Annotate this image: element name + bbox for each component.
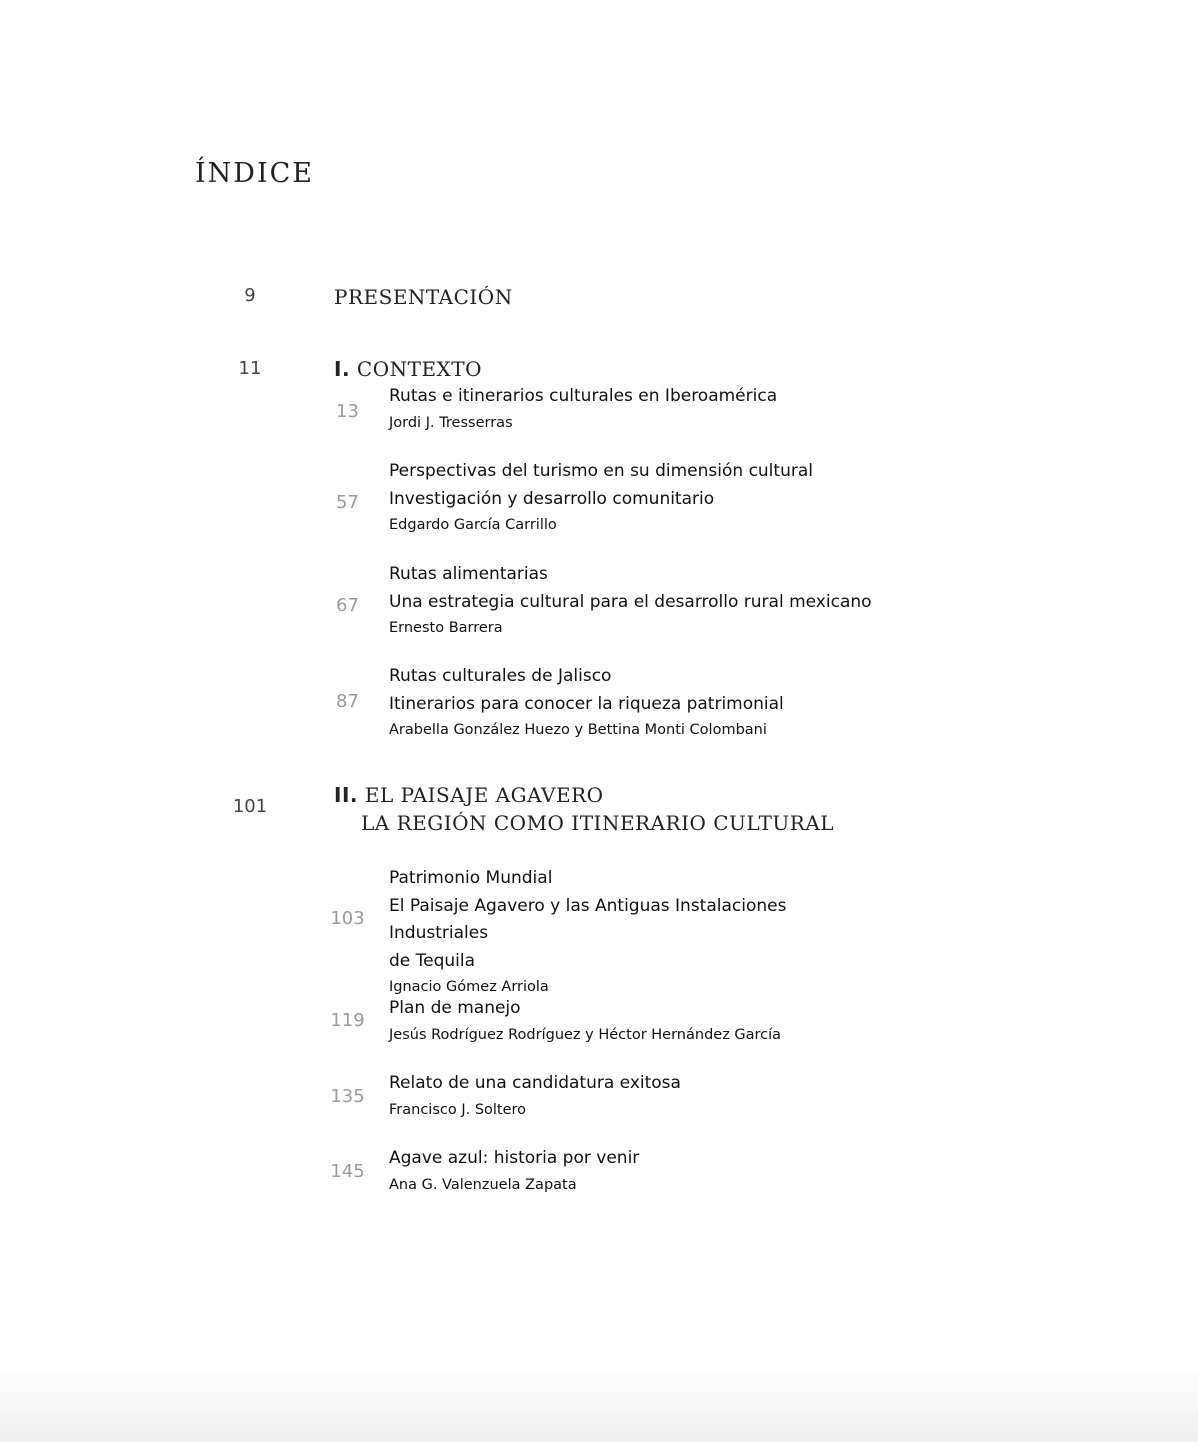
page-title: ÍNDICE xyxy=(195,158,314,189)
entry-author: Jordi J. Tresserras xyxy=(389,414,513,431)
entry-subtitle: El Paisaje Agavero y las Antiguas Instalaciones Industriales xyxy=(389,895,787,943)
section-number: I. xyxy=(334,357,351,381)
entry-author: Ana G. Valenzuela Zapata xyxy=(389,1176,577,1193)
entry-author: Ernesto Barrera xyxy=(389,620,503,636)
entry-author: Edgardo García Carrillo xyxy=(389,517,557,533)
section-title: PRESENTACIÓN xyxy=(334,285,513,309)
toc-entry[interactable] xyxy=(389,1145,889,1197)
section-heading-paisaje-agavero[interactable] xyxy=(334,781,834,837)
toc-entry[interactable] xyxy=(389,561,889,640)
entry-title: Rutas alimentarias xyxy=(389,564,548,584)
section-number: II. xyxy=(334,783,358,807)
entry-title: Patrimonio Mundial xyxy=(389,868,553,888)
section-page-number: 101 xyxy=(232,796,268,817)
entry-title: Relato de una candidatura exitosa xyxy=(389,1073,681,1093)
entry-title: Rutas e itinerarios culturales en Iberoamérica xyxy=(389,386,778,406)
entry-page-number: 57 xyxy=(336,492,359,513)
entry-subtitle: Investigación y desarrollo comunitario xyxy=(389,488,715,509)
entry-author: Jesús Rodríguez Rodríguez y Héctor Hernández García xyxy=(389,1026,782,1043)
section-title: CONTEXTO xyxy=(356,357,483,381)
entry-author: Ignacio Gómez Arriola xyxy=(389,979,549,995)
entry-page-number: 145 xyxy=(330,1161,365,1182)
entry-title: Rutas culturales de Jalisco xyxy=(389,666,612,686)
entry-subtitle: Una estrategia cultural para el desarrollo rural mexicano xyxy=(389,591,872,612)
toc-entry[interactable] xyxy=(389,865,889,999)
page-bottom-shadow xyxy=(0,1362,1198,1442)
toc-entry[interactable] xyxy=(389,995,889,1047)
section-page-number: 11 xyxy=(238,358,262,379)
entry-page-number: 67 xyxy=(336,595,359,616)
toc-entry[interactable] xyxy=(389,1070,889,1122)
section-heading-presentacion[interactable] xyxy=(334,283,513,311)
section-page-number: 9 xyxy=(244,285,256,306)
entry-page-number: 87 xyxy=(336,691,359,712)
entry-page-number: 135 xyxy=(330,1086,365,1107)
section-heading-contexto[interactable] xyxy=(334,355,482,383)
entry-title: Plan de manejo xyxy=(389,998,521,1018)
toc-entry[interactable] xyxy=(389,663,889,742)
entry-page-number: 119 xyxy=(330,1010,365,1031)
entry-title: Perspectivas del turismo en su dimensión cultural xyxy=(389,461,813,481)
entry-author: Arabella González Huezo y Bettina Monti Colombani xyxy=(389,722,767,738)
entry-title: Agave azul: historia por venir xyxy=(389,1148,640,1168)
entry-subtitle: de Tequila xyxy=(389,950,476,971)
section-subtitle: LA REGIÓN COMO ITINERARIO CULTURAL xyxy=(361,811,835,835)
entry-page-number: 103 xyxy=(330,908,365,929)
section-title: EL PAISAJE AGAVERO xyxy=(364,783,604,807)
entry-author: Francisco J. Soltero xyxy=(389,1101,527,1118)
entry-page-number: 13 xyxy=(336,401,359,422)
toc-entry[interactable] xyxy=(389,383,889,435)
entry-subtitle: Itinerarios para conocer la riqueza patrimonial xyxy=(389,693,784,714)
toc-entry[interactable] xyxy=(389,458,889,537)
